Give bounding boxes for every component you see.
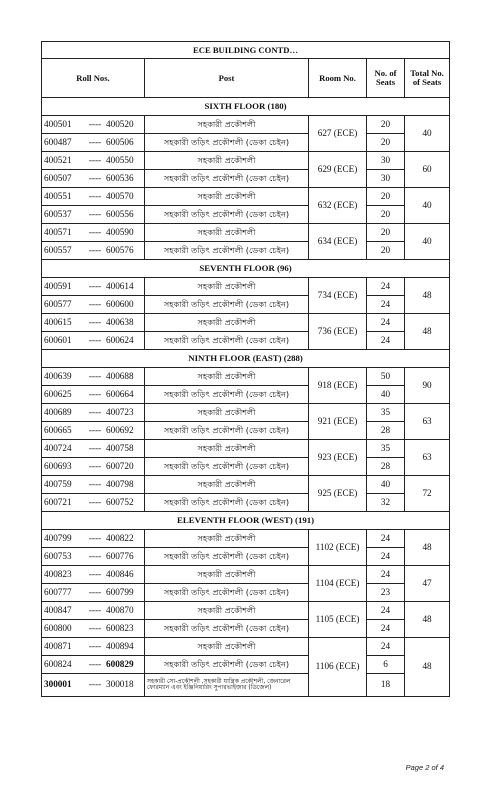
- roll-dash: ----: [88, 622, 102, 633]
- roll-range: [42, 494, 145, 512]
- roll-to: 400822: [106, 532, 134, 543]
- roll-to: 400688: [106, 370, 134, 381]
- room-number: 925 (ECE): [309, 476, 367, 512]
- roll-range: [42, 548, 145, 566]
- post-name: সহকারী প্রকৌশলী: [145, 566, 309, 584]
- page-number: Page 2 of 4: [405, 763, 444, 772]
- roll-from: 600824: [44, 658, 72, 669]
- table-row: [42, 494, 450, 512]
- room-number: 736 (ECE): [309, 314, 367, 350]
- seat-count: 24: [367, 530, 405, 548]
- total-seats: 72: [405, 476, 450, 512]
- header-room: Room No.: [309, 59, 367, 98]
- roll-to: 600576: [106, 244, 134, 255]
- seat-count: 40: [367, 386, 405, 404]
- seat-count: 50: [367, 368, 405, 386]
- floor-title: ELEVENTH FLOOR (WEST) (191): [42, 512, 450, 530]
- header-seats: No. of Seats: [367, 59, 405, 98]
- roll-from: 600601: [44, 334, 72, 345]
- post-name: সহকারী প্রকৌশলী: [145, 224, 309, 242]
- seat-count: 40: [367, 476, 405, 494]
- roll-from: 600577: [44, 298, 72, 309]
- seat-count: 24: [367, 296, 405, 314]
- seat-count: 20: [367, 134, 405, 152]
- roll-range: [42, 188, 145, 206]
- post-name: সহকারী তড়িৎ প্রকৌশলী (ডেকা চেইন): [145, 134, 309, 152]
- seat-count: 24: [367, 314, 405, 332]
- header-post: Post: [145, 59, 309, 98]
- roll-to: 600664: [106, 388, 134, 399]
- seat-count: 18: [367, 674, 405, 697]
- roll-from: 600777: [44, 586, 72, 597]
- roll-from: 600507: [44, 172, 72, 183]
- table-row: [42, 674, 450, 697]
- room-number: 634 (ECE): [309, 224, 367, 260]
- roll-dash: ----: [88, 388, 102, 399]
- seat-count: 24: [367, 602, 405, 620]
- roll-from: 600625: [44, 388, 72, 399]
- post-name: সহকারী প্রকৌশলী: [145, 188, 309, 206]
- roll-range: [42, 638, 145, 656]
- table-row: [42, 584, 450, 602]
- post-name: সহকারী তড়িৎ প্রকৌশলী (ডেকা চেইন): [145, 494, 309, 512]
- roll-to: 400846: [106, 568, 134, 579]
- roll-dash: ----: [88, 208, 102, 219]
- roll-to: 400570: [106, 190, 134, 201]
- floor-title: SIXTH FLOOR (180): [42, 98, 450, 116]
- table-row: [42, 152, 450, 170]
- total-seats: 40: [405, 116, 450, 152]
- roll-to: 600624: [106, 334, 134, 345]
- roll-from: 400591: [44, 280, 72, 291]
- seat-count: 28: [367, 458, 405, 476]
- roll-to: 400550: [106, 154, 134, 165]
- post-name: সহকারী প্রকৌশলী: [145, 440, 309, 458]
- floor-title: NINTH FLOOR (EAST) (288): [42, 350, 450, 368]
- table-row: [42, 278, 450, 296]
- floor-title: SEVENTH FLOOR (96): [42, 260, 450, 278]
- roll-to: 400723: [106, 406, 134, 417]
- seat-count: 28: [367, 422, 405, 440]
- roll-to: 400870: [106, 604, 134, 615]
- roll-from: 600537: [44, 208, 72, 219]
- seat-count: 6: [367, 656, 405, 674]
- roll-range: [42, 602, 145, 620]
- room-number: 918 (ECE): [309, 368, 367, 404]
- table-row: [42, 368, 450, 386]
- post-name: সহকারী প্রকৌশলী: [145, 278, 309, 296]
- roll-range: [42, 656, 145, 674]
- seat-count: 20: [367, 188, 405, 206]
- roll-to: 600556: [106, 208, 134, 219]
- roll-dash: ----: [88, 478, 102, 489]
- seat-plan-table: [41, 41, 450, 697]
- roll-dash: ----: [88, 496, 102, 507]
- roll-range: [42, 134, 145, 152]
- roll-dash: ----: [88, 118, 102, 129]
- roll-to: 600799: [106, 586, 134, 597]
- roll-from: 600557: [44, 244, 72, 255]
- seat-count: 30: [367, 170, 405, 188]
- seat-count: 24: [367, 566, 405, 584]
- roll-range: [42, 566, 145, 584]
- table-row: [42, 116, 450, 134]
- post-name: সহকারী প্রকৌশলী: [145, 152, 309, 170]
- roll-range: [42, 404, 145, 422]
- roll-range: [42, 620, 145, 638]
- table-body: [42, 98, 450, 697]
- roll-from: 600665: [44, 424, 72, 435]
- table-row: [42, 206, 450, 224]
- post-name: সহকারী তড়িৎ প্রকৌশলী (ডেকা চেইন): [145, 386, 309, 404]
- total-seats: 48: [405, 278, 450, 314]
- roll-to: 400520: [106, 118, 134, 129]
- total-seats: 63: [405, 404, 450, 440]
- roll-dash: ----: [88, 172, 102, 183]
- floor-heading-row: [42, 260, 450, 278]
- room-number: 1104 (ECE): [309, 566, 367, 602]
- roll-range: [42, 170, 145, 188]
- roll-to: 400638: [106, 316, 134, 327]
- roll-from: 600693: [44, 460, 72, 471]
- roll-dash: ----: [88, 316, 102, 327]
- total-seats: 47: [405, 566, 450, 602]
- table-row: [42, 476, 450, 494]
- roll-dash: ----: [88, 424, 102, 435]
- table-row: [42, 602, 450, 620]
- roll-range: [42, 242, 145, 260]
- table-row: [42, 170, 450, 188]
- roll-range: [42, 422, 145, 440]
- roll-from: 400759: [44, 478, 72, 489]
- total-seats: 90: [405, 368, 450, 404]
- table-row: [42, 638, 450, 656]
- room-number: 629 (ECE): [309, 152, 367, 188]
- total-seats: 40: [405, 188, 450, 224]
- roll-from: 400847: [44, 604, 72, 615]
- table-title: ECE BUILDING CONTD…: [42, 42, 450, 59]
- roll-range: [42, 440, 145, 458]
- roll-range: [42, 386, 145, 404]
- roll-from: 600487: [44, 136, 72, 147]
- table-row: [42, 440, 450, 458]
- total-seats: 48: [405, 602, 450, 638]
- roll-dash: ----: [88, 658, 102, 669]
- roll-dash: ----: [88, 298, 102, 309]
- roll-dash: ----: [88, 406, 102, 417]
- seat-count: 20: [367, 242, 405, 260]
- post-name: সহকারী তড়িৎ প্রকৌশলী (ডেকা চেইন): [145, 584, 309, 602]
- floor-heading-row: [42, 350, 450, 368]
- room-number: 734 (ECE): [309, 278, 367, 314]
- roll-to: 600776: [106, 550, 134, 561]
- roll-dash: ----: [88, 226, 102, 237]
- roll-from: 400799: [44, 532, 72, 543]
- roll-range: [42, 584, 145, 602]
- roll-to: 600720: [106, 460, 134, 471]
- roll-range: [42, 116, 145, 134]
- total-seats: 48: [405, 314, 450, 350]
- roll-dash: ----: [88, 604, 102, 615]
- post-name: সহকারী প্রকৌশলী: [145, 530, 309, 548]
- room-number: 632 (ECE): [309, 188, 367, 224]
- roll-from: 300001: [44, 679, 72, 690]
- roll-dash: ----: [88, 280, 102, 291]
- header-total: Total No. of Seats: [405, 59, 450, 98]
- table-row: [42, 404, 450, 422]
- room-number: 1106 (ECE): [309, 638, 367, 697]
- seat-count: 35: [367, 404, 405, 422]
- roll-from: 600753: [44, 550, 72, 561]
- seat-count: 35: [367, 440, 405, 458]
- post-name: সহকারী তড়িৎ প্রকৌশলী (ডেকা চেইন): [145, 620, 309, 638]
- table-row: [42, 332, 450, 350]
- roll-range: [42, 314, 145, 332]
- roll-dash: ----: [88, 568, 102, 579]
- table-row: [42, 422, 450, 440]
- seat-count: 20: [367, 206, 405, 224]
- seat-count: 24: [367, 332, 405, 350]
- roll-to: 300018: [106, 679, 134, 690]
- room-number: 923 (ECE): [309, 440, 367, 476]
- table-row: [42, 566, 450, 584]
- roll-from: 400521: [44, 154, 72, 165]
- post-name: সহকারী তড়িৎ প্রকৌশলী (ডেকা চেইন): [145, 656, 309, 674]
- post-name: সহকারী তড়িৎ প্রকৌশলী (ডেকা চেইন): [145, 206, 309, 224]
- post-name: সহকারী প্রকৌশলী: [145, 602, 309, 620]
- post-name: সহকারী প্রকৌশলী: [145, 116, 309, 134]
- roll-from: 400823: [44, 568, 72, 579]
- roll-range: [42, 296, 145, 314]
- roll-to: 600829: [106, 658, 134, 669]
- seat-count: 20: [367, 224, 405, 242]
- roll-from: 400501: [44, 118, 72, 129]
- table-row: [42, 224, 450, 242]
- table-row: [42, 296, 450, 314]
- post-name: সহকারী তড়িৎ প্রকৌশলী (ডেকা চেইন): [145, 242, 309, 260]
- seat-count: 24: [367, 638, 405, 656]
- table-row: [42, 656, 450, 674]
- roll-from: 400551: [44, 190, 72, 201]
- roll-from: 400615: [44, 316, 72, 327]
- roll-dash: ----: [88, 679, 102, 690]
- roll-dash: ----: [88, 370, 102, 381]
- roll-range: [42, 458, 145, 476]
- roll-dash: ----: [88, 136, 102, 147]
- roll-range: [42, 332, 145, 350]
- roll-from: 400871: [44, 640, 72, 651]
- roll-range: [42, 368, 145, 386]
- seat-count: 24: [367, 278, 405, 296]
- roll-dash: ----: [88, 640, 102, 651]
- room-number: 1102 (ECE): [309, 530, 367, 566]
- roll-range: [42, 476, 145, 494]
- roll-to: 600536: [106, 172, 134, 183]
- roll-from: 400724: [44, 442, 72, 453]
- seat-count: 32: [367, 494, 405, 512]
- room-number: 921 (ECE): [309, 404, 367, 440]
- roll-dash: ----: [88, 586, 102, 597]
- roll-to: 600692: [106, 424, 134, 435]
- post-name: সহকারী সো-প্রকৌশলী ,সহকারী যান্ত্রিক প্রকৌশলী, জেনারেল ফোরম্যান এবং ইঞ্জিনিয়ারিং সুপারভাইজার (ডিজেল): [145, 674, 309, 697]
- roll-to: 600600: [106, 298, 134, 309]
- roll-range: [42, 206, 145, 224]
- header-roll: Roll Nos.: [42, 59, 145, 98]
- post-name: সহকারী তড়িৎ প্রকৌশলী (ডেকা চেইন): [145, 548, 309, 566]
- roll-from: 400639: [44, 370, 72, 381]
- post-name: সহকারী প্রকৌশলী: [145, 476, 309, 494]
- seat-count: 20: [367, 116, 405, 134]
- post-name: সহকারী তড়িৎ প্রকৌশলী (ডেকা চেইন): [145, 422, 309, 440]
- table-row: [42, 620, 450, 638]
- roll-range: [42, 674, 145, 697]
- roll-range: [42, 224, 145, 242]
- roll-range: [42, 278, 145, 296]
- table-row: [42, 188, 450, 206]
- roll-dash: ----: [88, 550, 102, 561]
- post-name: সহকারী তড়িৎ প্রকৌশলী (ডেকা চেইন): [145, 296, 309, 314]
- roll-from: 400571: [44, 226, 72, 237]
- post-name: সহকারী তড়িৎ প্রকৌশলী (ডেকা চেইন): [145, 170, 309, 188]
- post-name: সহকারী তড়িৎ প্রকৌশলী (ডেকা চেইন): [145, 458, 309, 476]
- roll-dash: ----: [88, 442, 102, 453]
- roll-dash: ----: [88, 334, 102, 345]
- post-name: সহকারী প্রকৌশলী: [145, 404, 309, 422]
- post-name: সহকারী প্রকৌশলী: [145, 314, 309, 332]
- post-name: সহকারী তড়িৎ প্রকৌশলী (ডেকা চেইন): [145, 332, 309, 350]
- total-seats: 63: [405, 440, 450, 476]
- roll-to: 400798: [106, 478, 134, 489]
- table-row: [42, 530, 450, 548]
- roll-dash: ----: [88, 190, 102, 201]
- room-number: 1105 (ECE): [309, 602, 367, 638]
- seat-count: 24: [367, 548, 405, 566]
- seat-count: 23: [367, 584, 405, 602]
- table-row: [42, 386, 450, 404]
- roll-to: 400758: [106, 442, 134, 453]
- roll-from: 600721: [44, 496, 72, 507]
- post-name: সহকারী প্রকৌশলী: [145, 368, 309, 386]
- table-row: [42, 242, 450, 260]
- roll-from: 400689: [44, 406, 72, 417]
- roll-range: [42, 530, 145, 548]
- table-row: [42, 314, 450, 332]
- total-seats: 48: [405, 530, 450, 566]
- roll-dash: ----: [88, 532, 102, 543]
- roll-to: 400590: [106, 226, 134, 237]
- roll-dash: ----: [88, 154, 102, 165]
- roll-to: 600823: [106, 622, 134, 633]
- roll-to: 400614: [106, 280, 134, 291]
- roll-to: 600752: [106, 496, 134, 507]
- roll-from: 600800: [44, 622, 72, 633]
- seat-count: 30: [367, 152, 405, 170]
- roll-to: 600506: [106, 136, 134, 147]
- floor-heading-row: [42, 512, 450, 530]
- total-seats: 60: [405, 152, 450, 188]
- post-name: সহকারী প্রকৌশলী: [145, 638, 309, 656]
- table-row: [42, 134, 450, 152]
- roll-dash: ----: [88, 244, 102, 255]
- total-seats: 48: [405, 638, 450, 697]
- table-row: [42, 548, 450, 566]
- seat-count: 24: [367, 620, 405, 638]
- floor-heading-row: [42, 98, 450, 116]
- total-seats: 40: [405, 224, 450, 260]
- roll-dash: ----: [88, 460, 102, 471]
- table-row: [42, 458, 450, 476]
- roll-to: 400894: [106, 640, 134, 651]
- roll-range: [42, 152, 145, 170]
- room-number: 627 (ECE): [309, 116, 367, 152]
